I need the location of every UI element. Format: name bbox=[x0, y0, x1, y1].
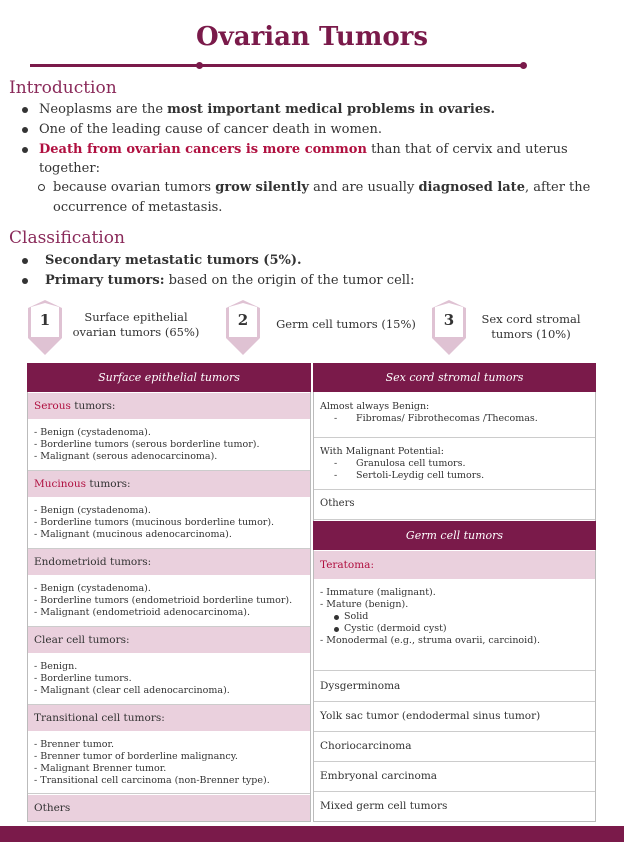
serous-items: - Benign (cystadenoma). - Borderline tumors (serous borderline tumor). - Malignant (serous adenocarcinoma). bbox=[28, 421, 310, 471]
germ-row-yolk-sac: Yolk sac tumor (endodermal sinus tumor) bbox=[314, 702, 595, 732]
category-1-number: 1 bbox=[39, 311, 51, 329]
title-divider bbox=[30, 64, 524, 67]
teratoma-row: Teratoma: bbox=[314, 551, 595, 579]
transitional-row: Transitional cell tumors: bbox=[28, 705, 310, 731]
class-bullet-2: Primary tumors: based on the origin of the tumor cell: bbox=[45, 271, 595, 290]
transitional-items: - Brenner tumor. - Brenner tumor of borderline malignancy. - Malignant Brenner tumor. - Transitional cell carcinoma (non-Brenner type). bbox=[28, 733, 310, 794]
germ-row-embryonal: Embryonal carcinoma bbox=[314, 762, 595, 792]
stromal-benign-cell: Almost always Benign: - Fibromas/ Fibrothecomas /Thecomas. bbox=[314, 393, 595, 438]
intro-bullet-3: Death from ovarian cancers is more common than that of cervix and uterus bbox=[39, 140, 599, 159]
category-1-label: Surface epithelial ovarian tumors (65%) bbox=[72, 310, 200, 339]
clear-cell-row: Clear cell tumors: bbox=[28, 627, 310, 653]
intro-bullet-2: One of the leading cause of cancer death in women. bbox=[39, 120, 599, 139]
category-2-label: Germ cell tumors (15%) bbox=[276, 317, 416, 331]
intro-sub-bullet-cont: occurrence of metastasis. bbox=[53, 200, 223, 215]
germ-row-choriocarcinoma: Choriocarcinoma bbox=[314, 732, 595, 762]
stromal-others-cell: Others bbox=[314, 490, 595, 520]
left-others-row: Others bbox=[28, 795, 310, 821]
endometrioid-items: - Benign (cystadenoma). - Borderline tumors (endometrioid borderline tumor). - Malignant (endometrioid adenocarcinoma). bbox=[28, 577, 310, 627]
germ-cell-header: Germ cell tumors bbox=[313, 521, 596, 550]
category-3-label: Sex cord stromal tumors (10%) bbox=[481, 312, 581, 341]
clear-cell-items: - Benign. - Borderline tumors. - Malignant (clear cell adenocarcinoma). bbox=[28, 655, 310, 705]
rule-right-dot bbox=[520, 62, 527, 69]
category-3-number: 3 bbox=[443, 311, 455, 329]
mucinous-items: - Benign (cystadenoma). - Borderline tumors (mucinous borderline tumor). - Malignant (mucinous adenocarcinoma). bbox=[28, 499, 310, 549]
class-bullet-1: Secondary metastatic tumors (5%). bbox=[45, 251, 595, 270]
germ-row-mixed: Mixed germ cell tumors bbox=[314, 792, 595, 821]
classification-heading: Classification bbox=[9, 228, 125, 248]
stromal-malignant-cell: With Malignant Potential: - Granulosa cell tumors. - Sertoli-Leydig cell tumors. bbox=[314, 438, 595, 490]
intro-bullet-3-cont: together: bbox=[39, 161, 100, 176]
intro-heading: Introduction bbox=[9, 78, 117, 98]
serous-row: Serous tumors: bbox=[28, 393, 310, 419]
intro-sub-bullet: because ovarian tumors grow silently and are usually diagnosed late, after the bbox=[53, 178, 613, 197]
category-2-number: 2 bbox=[237, 311, 249, 329]
footer-bar bbox=[0, 826, 624, 842]
surface-epithelial-header: Surface epithelial tumors bbox=[27, 363, 311, 392]
page-title: Ovarian Tumors bbox=[195, 22, 429, 52]
mucinous-row: Mucinous tumors: bbox=[28, 471, 310, 497]
sex-cord-stromal-header: Sex cord stromal tumors bbox=[313, 363, 596, 392]
teratoma-items: - Immature (malignant). - Mature (benign). Solid Cystic (dermoid cyst) - Monodermal (e.g., struma ovarii, carcinoid). bbox=[314, 581, 595, 671]
intro-bullet-1: Neoplasms are the most important medical problems in ovaries. bbox=[39, 100, 599, 119]
endometrioid-row: Endometrioid tumors: bbox=[28, 549, 310, 575]
germ-row-dysgerminoma: Dysgerminoma bbox=[314, 672, 595, 702]
